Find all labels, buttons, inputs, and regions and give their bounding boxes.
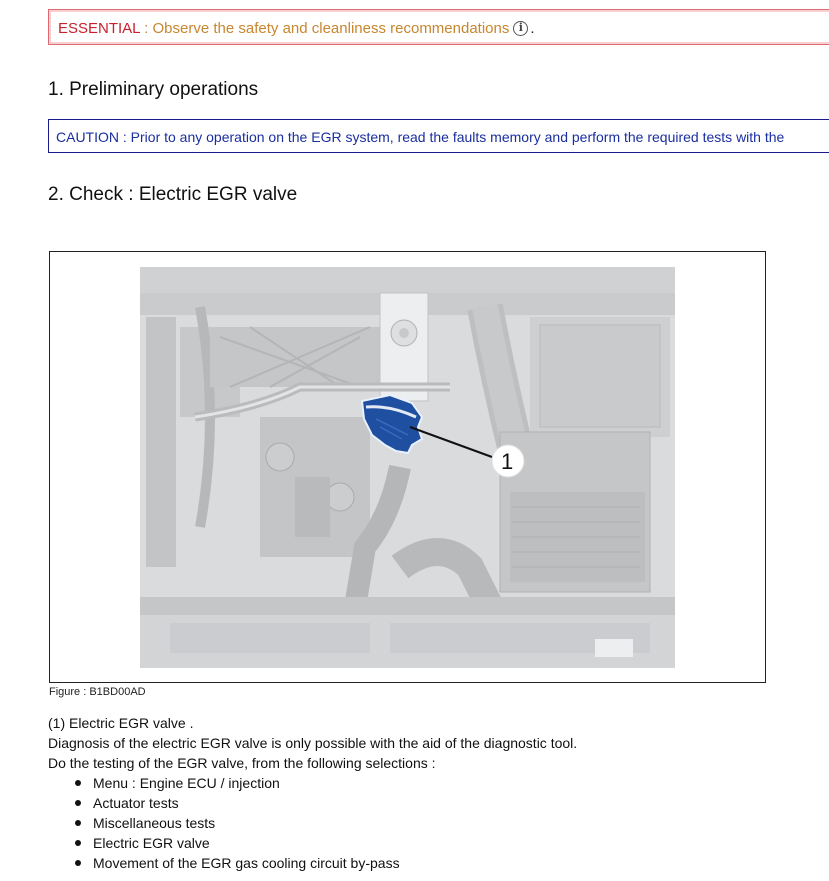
list-item bbox=[75, 834, 400, 854]
essential-notice-text bbox=[58, 20, 535, 37]
figure-frame bbox=[49, 251, 766, 683]
bullet-icon bbox=[75, 780, 81, 786]
section-heading-preliminary-operations: 1. Preliminary operations bbox=[48, 79, 259, 100]
essential-separator: : bbox=[139, 20, 153, 37]
essential-label: ESSENTIAL bbox=[58, 20, 140, 37]
list-item-text: Electric EGR valve bbox=[93, 835, 210, 851]
bullet-icon bbox=[75, 800, 81, 806]
testing-instruction: Do the testing of the EGR valve, from the following selections : bbox=[48, 755, 436, 771]
section-heading-check-egr-valve: 2. Check : Electric EGR valve bbox=[48, 184, 298, 205]
diagnosis-note: Diagnosis of the electric EGR valve is only possible with the aid of the diagnostic tool. bbox=[48, 735, 578, 751]
list-item bbox=[75, 814, 400, 834]
selection-steps-list bbox=[75, 774, 400, 874]
bullet-icon bbox=[75, 860, 81, 866]
essential-message: Observe the safety and cleanliness recommendations bbox=[152, 20, 510, 37]
list-item bbox=[75, 854, 400, 874]
list-item-text: Actuator tests bbox=[93, 795, 179, 811]
bullet-icon bbox=[75, 840, 81, 846]
engine-bay-illustration bbox=[140, 267, 675, 668]
list-item-text: Miscellaneous tests bbox=[93, 815, 216, 831]
info-circle-icon[interactable]: i bbox=[513, 21, 528, 36]
essential-notice bbox=[48, 9, 829, 45]
bullet-icon bbox=[75, 820, 81, 826]
engine-bay-drawing bbox=[140, 267, 675, 668]
list-item-text: Menu : Engine ECU / injection bbox=[93, 775, 280, 791]
caution-notice bbox=[48, 119, 829, 153]
list-item bbox=[75, 794, 400, 814]
callout-number-1: 1 bbox=[501, 449, 514, 474]
list-item-text: Movement of the EGR gas cooling circuit by-pass bbox=[93, 855, 400, 871]
figure-caption: Figure : B1BD00AD bbox=[49, 686, 146, 698]
caution-text: CAUTION : Prior to any operation on the EGR system, read the faults memory and perform the required tests with the bbox=[56, 129, 785, 145]
legend-item-egr-valve: (1) Electric EGR valve . bbox=[48, 715, 194, 731]
essential-trailing-dot: . bbox=[530, 20, 535, 37]
list-item bbox=[75, 774, 400, 794]
